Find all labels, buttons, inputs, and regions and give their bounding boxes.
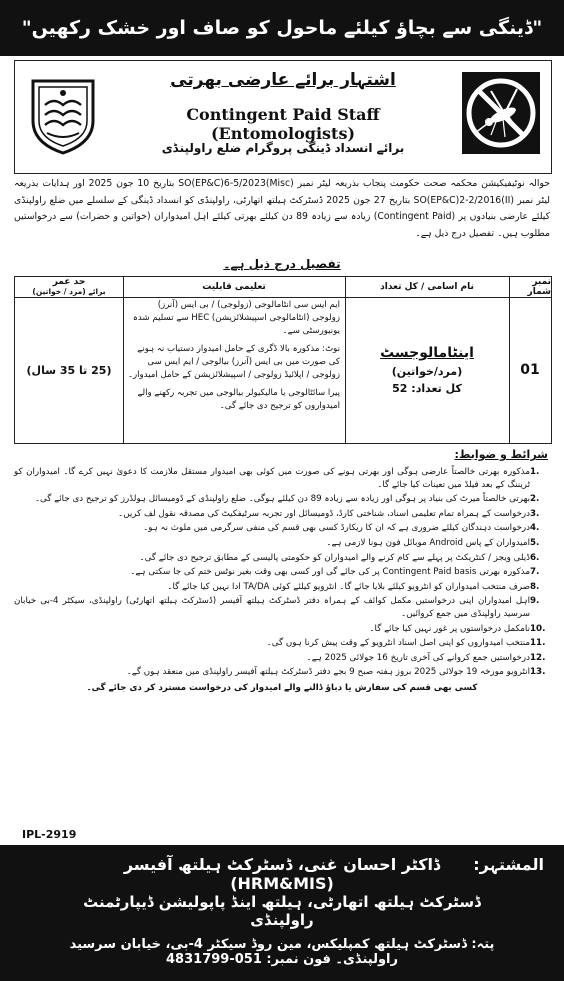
column-header-qualification: تعلیمی قابلیت — [123, 277, 345, 298]
term-item — [14, 623, 550, 636]
title-english: Contingent Paid Staff (Entomologists) — [186, 105, 380, 143]
terms-list — [14, 466, 550, 695]
term-number: 4. — [530, 523, 540, 534]
column-header-age-sub: برائے (مرد / خواتین) — [32, 287, 106, 296]
row-serial-number: 01 — [520, 362, 540, 378]
term-number: 3. — [530, 508, 540, 519]
column-header-age — [15, 277, 123, 298]
term-text: درخواستیں جمع کروانے کی آخری تاریخ 16 جولائی 2025 ہے۔ — [306, 652, 530, 663]
term-number: 7. — [530, 567, 540, 578]
post-cell — [345, 297, 509, 443]
post-total: کل تعداد: 52 — [392, 382, 462, 395]
term-text: مذکورہ بھرتی Contingent Paid basis پر کی جائے گی اور کسی بھی وقت بغیر نوٹس ختم کی جا سکتی ہے۔ — [130, 567, 530, 578]
table-heading: تفصیل درج ذیل ہے۔ — [223, 257, 341, 271]
qualification-note: نوٹ: مذکورہ بالا ڈگری کے حامل امیدوار دستیاب نہ ہونے کی صورت میں بی ایس (آنرز) بیالوجی / ایم ایس سی زولوجی / اپلائیڈ زولوجی / اسپیشلائزیشن کے حامل امیدوار۔ — [127, 344, 340, 380]
term-item — [14, 637, 550, 650]
term-number: 6. — [530, 552, 540, 563]
term-text: نامکمل درخواستوں پر غور نہیں کیا جائے گا۔ — [369, 623, 530, 634]
column-header-age-label: حد عمر — [52, 277, 86, 287]
term-item — [14, 522, 550, 535]
term-text: صرف منتخب امیدواران کو انٹرویو کیلئے بلایا جائے گا۔ انٹرویو کیلئے کوئی TA/DA ادا نہیں کیا جائے گا۔ — [167, 581, 530, 592]
term-item — [14, 537, 550, 550]
term-number: 10. — [530, 623, 546, 634]
term-text: ڈیلی ویجز / کنٹریکٹ پر پہلے سے کام کرنے والے امیدواران کو حکومتی پالیسی کے مطابق ترجیح دی جائے گی۔ — [139, 552, 530, 563]
term-item — [14, 508, 550, 521]
term-text: منتخب امیدواروں کو اپنی اصل اسناد انٹرویو کے وقت پیش کرنا ہوں گی۔ — [266, 638, 530, 649]
term-item — [14, 493, 550, 506]
term-text: اہل امیدواران اپنی درخواستیں مکمل کوائف کے ہمراہ دفتر ڈسٹرکٹ ہیلتھ آفیسر (ڈسٹرکٹ ہیلتھ اتھارٹی) راولپنڈی، سیکٹر 4-بی خیابان سرسید راولپنڈی میں جمع کروائیں۔ — [14, 596, 531, 619]
no-mosquito-icon — [461, 71, 541, 155]
term-item — [14, 666, 550, 679]
column-header-post: نام اسامی / کل تعداد — [345, 277, 509, 298]
slogan-text: "ڈینگی سے بچاؤ کیلئے ماحول کو صاف اور خشک رکھیں" — [21, 17, 543, 39]
intro-paragraph: حوالہ نوٹیفیکیشن محکمہ صحت حکومت پنجاب بذریعہ لیٹر نمبر SO(EP&C)6-5/2023(Misc) بتاریخ 10 جون 2025 اور ہدایات بذریعہ لیٹر نمبر SO(EP&C)2-2/2016(II) بتاریخ 27 جون 2025 ڈسٹرکٹ ہیلتھ اتھارٹی، راولپنڈی کو انسداد ڈینگی کے سلسلے میں ضلع راولپنڈی کیلئے عارضی بنیادوں پر (Contingent Paid) زیادہ سے زیادہ 89 دن کیلئے بھرتی کیلئے اہل امیدواران (خواتین و حضرات) سے درخواستیں مطلوب ہیں۔ تفصیل درج ذیل ہے۔ — [14, 178, 551, 239]
term-number: 12. — [530, 652, 546, 663]
term-text: بھرتی خالصتاً میرٹ کی بنیاد پر ہوگی اور زیادہ سے زیادہ 89 دن کیلئے ہوگی۔ ضلع راولپنڈی کے ڈومیسائل ہولڈرز کو ترجیح دی جائے گی۔ — [34, 494, 530, 505]
officer-name: ڈاکٹر احسان غنی، ڈسٹرکٹ ہیلتھ آفیسر (HRM&MIS) — [123, 855, 441, 893]
term-number: 2. — [530, 494, 540, 505]
term-item — [14, 552, 550, 565]
ipl-reference: IPL-2919 — [22, 828, 77, 841]
term-text: مذکورہ بھرتی خالصتاً عارضی ہوگی اور بھرتی ہونے کی صورت میں کوئی بھی امیدوار مستقل ملازمت کا دعویٰ نہیں کرے گا۔ امیدواران کو ٹریننگ کے بعد فیلڈ میں تعینات کیا جائے گا۔ — [14, 467, 530, 490]
office-address: پتہ: ڈسٹرکٹ ہیلتھ کمپلیکس، مین روڈ سیکٹر 4-بی، خیابان سرسید راولپنڈی۔ فون نمبر: 051-4831799 — [69, 937, 495, 967]
post-gender: (مرد/خواتین) — [391, 365, 463, 378]
term-item — [14, 581, 550, 594]
punjab-government-logo — [25, 75, 101, 155]
term-text: امیدواران کے پاس Android موبائل فون ہونا لازمی ہے۔ — [326, 537, 530, 548]
term-number: 8. — [530, 581, 540, 592]
qualification-preference: پیرا سائٹالوجی یا مالیکیولر بیالوجی میں تجربہ رکھنے والے امیدواروں کو ترجیح دی جائے گی۔ — [137, 388, 340, 411]
term-text: درخواست دہندگان کیلئے ضروری ہے کہ ان کا ریکارڈ کسی بھی قسم کی منفی سرگرمی میں ملوث نہ ہو۔ — [143, 523, 530, 534]
qualification-primary: ایم ایس سی انٹامالوجی (زولوجی) / بی ایس (آنرز) زولوجی (انٹامالوجی اسپیشلائزیشن) HEC سے تسلیم شدہ یونیورسٹی سے۔ — [132, 300, 340, 336]
term-text: انٹرویو مورخہ 19 جولائی 2025 بروز ہفتہ صبح 9 بجے دفتر ڈسٹرکٹ ہیلتھ آفیسر راولپنڈی میں منعقد ہوں گے۔ — [126, 667, 530, 678]
column-header-serial: نمبر شمار — [509, 277, 551, 298]
term-item — [14, 566, 550, 579]
age-limit: (25 تا 35 سال) — [26, 363, 112, 377]
term-text: درخواست کے ہمراہ تمام تعلیمی اسناد، شناختی کارڈ، ڈومیسائل اور تجربہ سرٹیفکیٹ کی مصدقہ نقول لف کریں۔ — [118, 508, 530, 519]
terms-heading: شرائط و ضوابط: — [454, 448, 548, 461]
department-name: ڈسٹرکٹ ہیلتھ اتھارٹی، ہیلتھ اینڈ پاپولیشن ڈیپارٹمنٹ راولپنڈی — [83, 893, 481, 929]
term-number: 5. — [530, 537, 540, 548]
slogan-banner — [0, 0, 564, 56]
closing-note: کسی بھی قسم کی سفارش یا دباؤ ڈالنے والے امیدوار کی درخواست مسترد کر دی جائے گی۔ — [86, 682, 478, 693]
title-urdu: اشتہار برائے عارضی بھرتی — [170, 70, 396, 90]
term-item — [14, 595, 550, 620]
term-number: 1. — [530, 467, 540, 477]
term-number: 11. — [530, 638, 546, 649]
term-item — [14, 652, 550, 665]
term-number: 9. — [530, 596, 540, 607]
term-number: 13. — [530, 667, 546, 678]
subtitle-urdu: برائے انسداد ڈینگی پروگرام ضلع راولپنڈی — [161, 141, 405, 155]
post-name: اینٹامالوجسٹ — [380, 345, 474, 361]
advertiser-label: المشتہر: — [473, 855, 544, 874]
job-table — [14, 276, 552, 444]
header-box — [14, 60, 552, 174]
advertiser-footer — [0, 845, 564, 981]
term-item — [14, 466, 550, 491]
qualification-cell — [123, 299, 345, 413]
